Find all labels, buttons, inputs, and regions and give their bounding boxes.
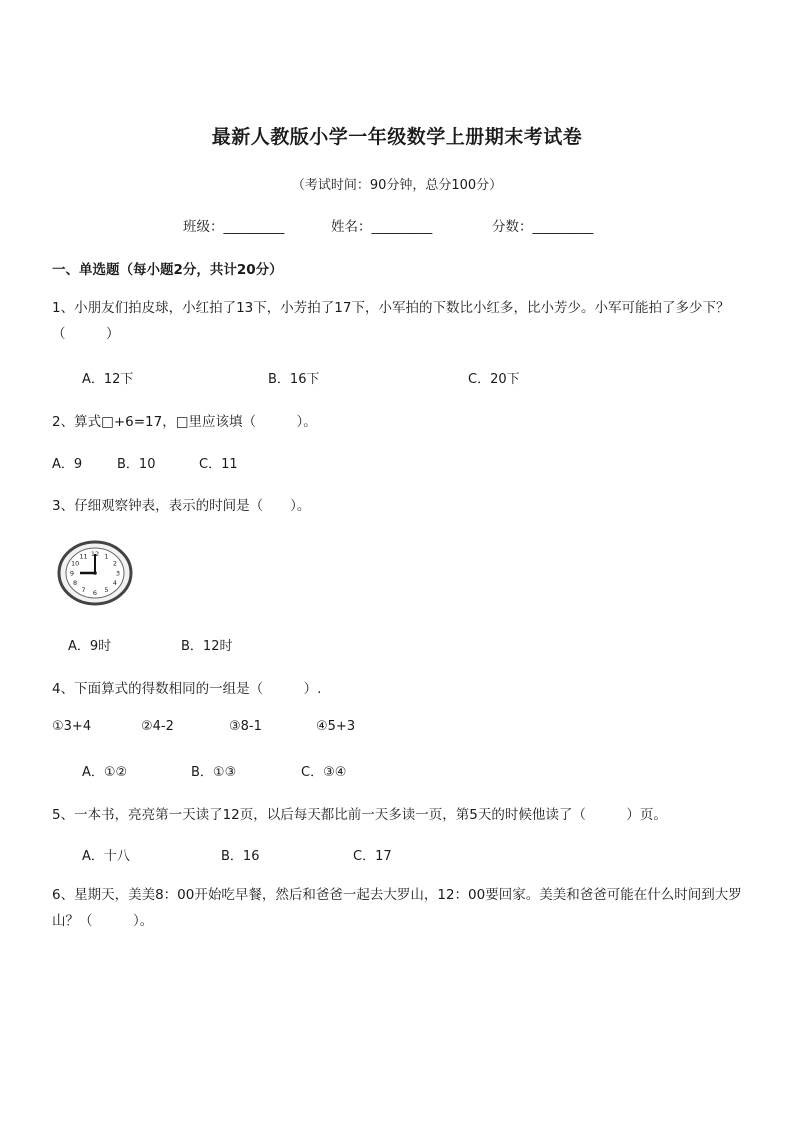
question-3-stem: 3、仔细观察钟表，表示的时间是（ ）。	[52, 498, 311, 514]
clock-numeral: 11	[79, 552, 88, 561]
q4-expression-1: ①3+4	[52, 719, 92, 734]
clock-numeral: 7	[81, 586, 86, 595]
q2-option-a: A．9	[52, 457, 83, 472]
clock-center	[93, 571, 97, 575]
q5-option-c: C．17	[353, 849, 392, 864]
clock-numeral: 5	[104, 586, 109, 595]
q4-expression-4: ④5+3	[316, 719, 356, 734]
q2-option-c: C．11	[199, 457, 238, 472]
q2-option-b: B．10	[117, 457, 156, 472]
clock-numeral: 10	[70, 559, 80, 568]
class-field: 班级：_________	[183, 219, 285, 235]
q4-expression-3: ③8-1	[229, 719, 262, 734]
name-field: 姓名：_________	[331, 219, 433, 235]
q4-option-b: B．①③	[191, 765, 237, 780]
exam-subtitle: （考试时间：90分钟，总分100分）	[291, 178, 503, 193]
clock-numeral: 2	[112, 559, 117, 568]
q4-option-c: C．③④	[301, 765, 347, 780]
q5-option-a: A．十八	[82, 849, 130, 864]
clock-numeral: 6	[92, 588, 98, 597]
q4-expression-2: ②4-2	[141, 719, 174, 734]
section-heading: 一、单选题（每小题2分，共计20分）	[52, 262, 283, 278]
q1-option-c: C．20下	[468, 372, 520, 387]
q3-option-b: B．12时	[181, 639, 233, 654]
question-4-stem: 4、下面算式的得数相同的一组是（ ）.	[52, 681, 322, 697]
q3-option-a: A．9时	[68, 639, 112, 654]
q1-option-b: B．16下	[268, 372, 320, 387]
question-5-stem: 5、一本书，亮亮第一天读了12页，以后每天都比前一天多读一页，第5天的时候他读了（ ）页。	[52, 807, 667, 823]
q5-option-b: B．16	[221, 849, 260, 864]
question-2-stem: 2、算式□+6=17，□里应该填（ ）。	[52, 414, 317, 430]
clock-numeral: 12	[90, 549, 100, 558]
clock-numeral: 1	[104, 552, 109, 561]
exam-title: 最新人教版小学一年级数学上册期末考试卷	[211, 126, 583, 148]
question-1-stem: 1、小朋友们拍皮球，小红拍了13下，小芳拍了17下，小军拍的下数比小红多，比小芳少。小军可能拍了多少下？（ ）	[52, 300, 730, 342]
clock-numeral: 3	[115, 569, 121, 578]
clock-numeral: 9	[69, 569, 75, 578]
q1-option-a: A．12下	[82, 372, 134, 387]
clock-image	[56, 540, 134, 606]
question-6-stem: 6、星期天，美美8：00开始吃早餐，然后和爸爸一起去大罗山，12：00要回家。美美和爸爸可能在什么时间到大罗山？（ ）。	[52, 887, 742, 929]
clock-numeral: 8	[73, 579, 78, 587]
clock-numeral: 4	[112, 579, 117, 587]
q4-option-a: A．①②	[82, 765, 128, 780]
score-field: 分数：_________	[492, 219, 594, 235]
